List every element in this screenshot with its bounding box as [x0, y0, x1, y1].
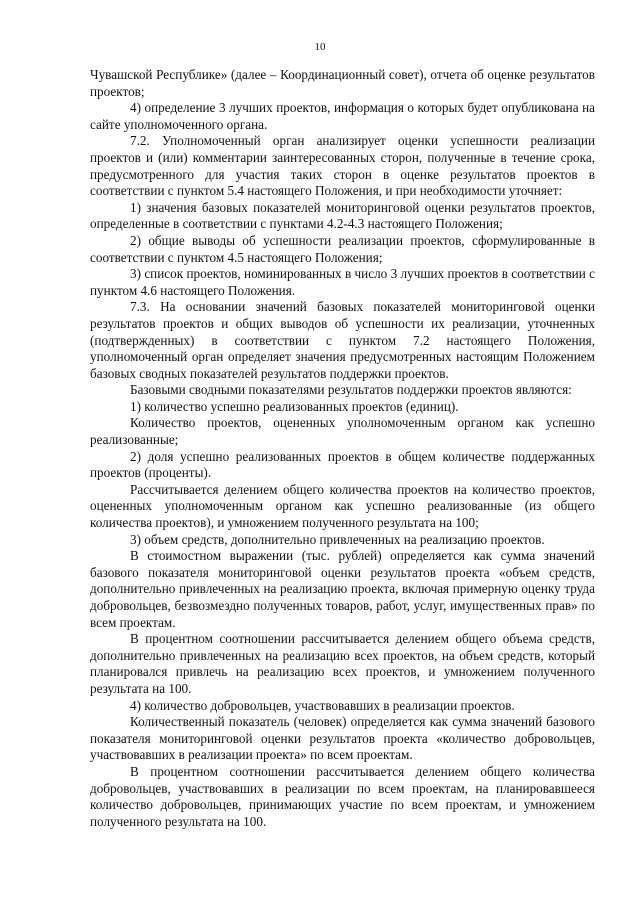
paragraph: Рассчитывается делением общего количества проектов на количество проектов, оцененных уполномоченным органом как успешно реализованные (из общего количества проектов), и умножением полученного результата на 100;	[90, 481, 595, 531]
paragraph: Количественный показатель (человек) определяется как сумма значений базового показателя мониторинговой оценки результатов проекта «количество добровольцев, участвовавших в реализации проекта» по всем проектам.	[90, 714, 595, 763]
paragraph: 1) значения базовых показателей мониторинговой оценки результатов проектов, определенные в соответствии с пунктами 4.2-4.3 настоящего Положения;	[90, 199, 595, 232]
page-number: 10	[314, 41, 326, 53]
paragraph: 4) определение 3 лучших проектов, информация о которых будет опубликована на сайте уполномоченного органа.	[90, 100, 595, 132]
paragraph: 1) количество успешно реализованных проектов (единиц).	[130, 398, 459, 414]
paragraph: 2) доля успешно реализованных проектов в общем количестве поддержанных проектов (проценты).	[90, 448, 595, 481]
paragraph: 7.3. На основании значений базовых показателей мониторинговой оценки результатов проектов и общих выводов об успешности их реализации, уточненных (подтвержденных) в соответствии с пунктом 7.2 настоящего Положения, уполномоченный орган определяет значения предусмотренных настоящим Положением базовых сводных показателей результатов поддержки проектов.	[90, 299, 595, 381]
paragraph: В процентном соотношении рассчитывается делением общего объема средств, дополнительно привлеченных на реализацию всех проектов, на объем средств, который планировался привлечь на реализацию всех проектов, и умножением полученного результата на 100.	[90, 631, 595, 696]
paragraph: В процентном соотношении рассчитывается делением общего количества добровольцев, участвовавших в реализации по всем проектам, на планировавшееся количество добровольцев, принимающих участие по всем проектам, и умножением полученного результата на 100.	[90, 763, 595, 829]
paragraph: Количество проектов, оцененных уполномоченным органом как успешно реализованные;	[90, 415, 595, 448]
paragraph: 7.2. Уполномоченный орган анализирует оценки успешности реализации проектов и (или) комментарии заинтересованных сторон, полученные в течение срока, предусмотренного для участия таких сторон в оценке результатов проектов в соответствии с пунктом 5.4 настоящего Положения, и при необходимости уточняет:	[90, 133, 595, 199]
paragraph: 3) объем средств, дополнительно привлеченных на реализацию проектов.	[130, 531, 545, 547]
paragraph: 2) общие выводы об успешности реализации проектов, сформулированные в соответствии с пунктом 4.5 настоящего Положения;	[90, 232, 595, 265]
paragraph: 4) количество добровольцев, участвовавших в реализации проектов.	[130, 697, 515, 713]
paragraph: Чувашской Республике» (далее – Координационный совет), отчета об оценке результатов проектов;	[90, 67, 595, 99]
document-body	[90, 67, 595, 830]
paragraph: Базовыми сводными показателями результатов поддержки проектов являются:	[130, 382, 572, 398]
paragraph: В стоимостном выражении (тыс. рублей) определяется как сумма значений базового показателя мониторинговой оценки результатов проекта «объем средств, дополнительно привлеченных на реализацию проекта, включая примерную оценку труда добровольцев, безвозмездно полученных товаров, работ, услуг, имущественных прав» по всем проектам.	[90, 548, 595, 630]
paragraph: 3) список проектов, номинированных в число 3 лучших проектов в соответствии с пунктом 4.6 настоящего Положения.	[90, 266, 595, 298]
